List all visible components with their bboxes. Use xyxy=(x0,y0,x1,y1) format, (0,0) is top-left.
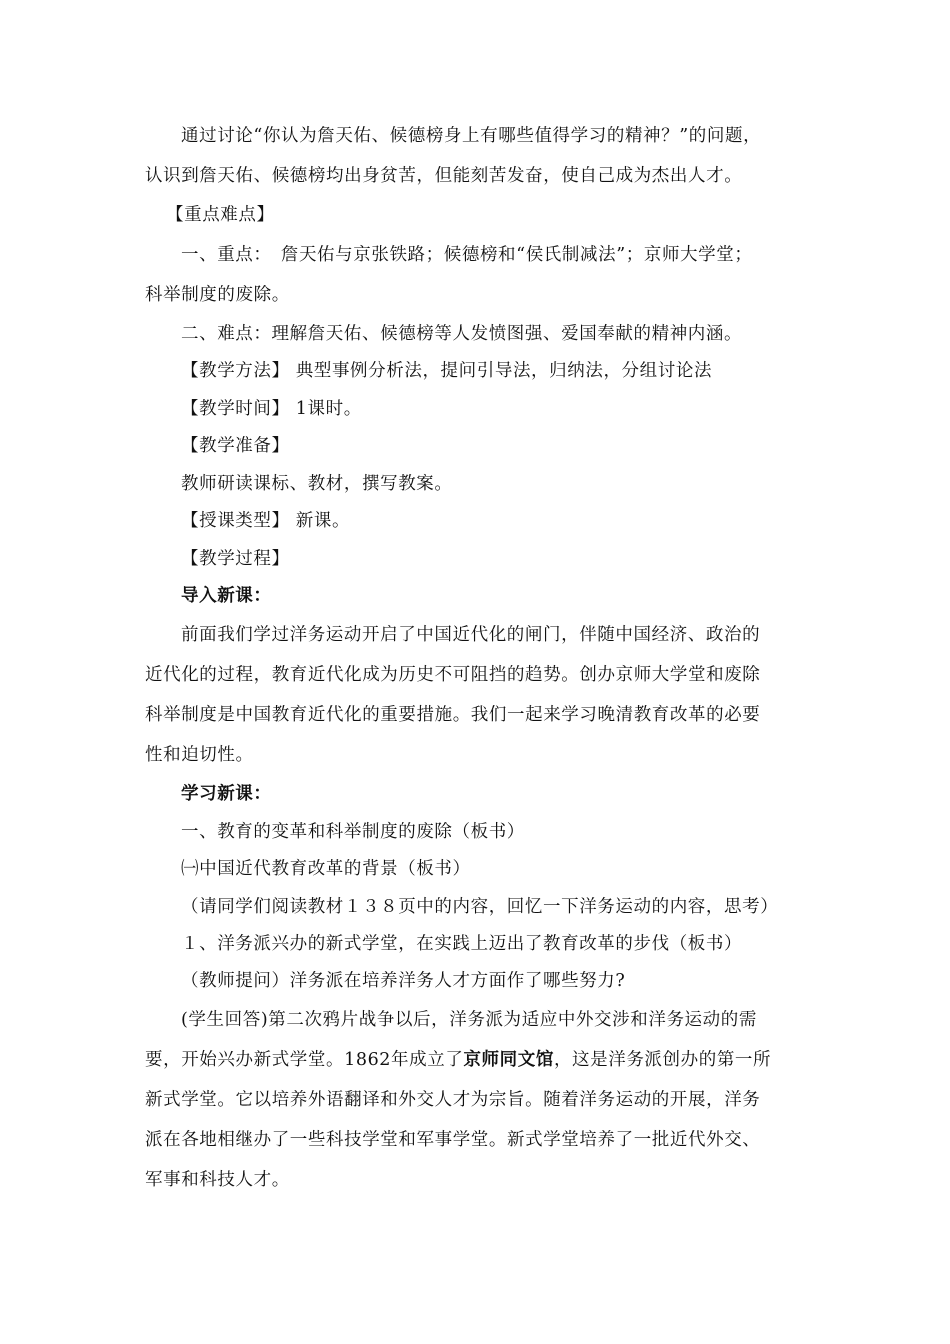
tongwenguan-bold-term: 京师同文馆 xyxy=(463,1050,554,1070)
student-answer-line-5: 军事和科技人才。 xyxy=(145,1170,290,1190)
introduction-line-1: 前面我们学过洋务运动开启了中国近代化的闸门，伴随中国经济、政治的 xyxy=(181,625,761,645)
objective-text-line-1: 通过讨论“你认为詹天佑、候德榜身上有哪些值得学习的精神？”的问题， xyxy=(181,126,762,146)
introduction-line-4: 性和迫切性。 xyxy=(145,745,254,765)
point-one-title: １、洋务派兴办的新式学堂，在实践上迈出了教育改革的步伐（板书） xyxy=(181,934,743,954)
difficult-points-line: 二、难点：理解詹天佑、候德榜等人发愤图强、爱国奉献的精神内涵。 xyxy=(181,324,743,344)
student-answer-text-c: ，这是洋务派创办的第一所 xyxy=(553,1050,772,1070)
teaching-preparation-text: 教师研读课标、教材，撰写教案。 xyxy=(181,474,453,494)
key-points-heading: 【重点难点】 xyxy=(166,205,275,225)
student-answer-line-4: 派在各地相继办了一些科技学堂和军事学堂。新式学堂培养了一批近代外交、 xyxy=(145,1130,761,1150)
new-lesson-heading: 学习新课： xyxy=(181,784,272,804)
key-points-line-1: 一、重点： 詹天佑与京张铁路；候德榜和“侯氏制减法”；京师大学堂； xyxy=(181,245,753,265)
key-points-line-2: 科举制度的废除。 xyxy=(145,285,290,305)
subsection-one-title: ㈠中国近代教育改革的背景（板书） xyxy=(181,859,471,879)
reading-instruction: （请同学们阅读教材１３８页中的内容，回忆一下洋务运动的内容，思考） xyxy=(181,897,779,917)
student-answer-line-1: (学生回答)第二次鸦片战争以后，洋务派为适应中外交涉和洋务运动的需 xyxy=(181,1010,757,1030)
teaching-methods-line: 【教学方法】 典型事例分析法，提问引导法，归纳法，分组讨论法 xyxy=(181,361,713,381)
student-answer-text-a: 要，开始兴办新式学堂。1862年成立了 xyxy=(145,1050,464,1070)
objective-text-line-2: 认识到詹天佑、候德榜均出身贫苦，但能刻苦发奋，使自己成为杰出人才。 xyxy=(145,166,743,186)
introduction-heading: 导入新课： xyxy=(181,586,272,606)
student-answer-line-3: 新式学堂。它以培养外语翻译和外交人才为宗旨。随着洋务运动的开展，洋务 xyxy=(145,1090,761,1110)
teaching-preparation-heading: 【教学准备】 xyxy=(181,436,290,456)
section-one-title: 一、教育的变革和科举制度的废除（板书） xyxy=(181,822,525,842)
teaching-process-heading: 【教学过程】 xyxy=(181,549,290,569)
student-answer-line-2 xyxy=(145,1048,771,1072)
teacher-question: （教师提问）洋务派在培养洋务人才方面作了哪些努力? xyxy=(181,971,626,991)
lesson-type-line: 【授课类型】 新课。 xyxy=(181,511,351,531)
introduction-line-2: 近代化的过程，教育近代化成为历史不可阻挡的趋势。创办京师大学堂和废除 xyxy=(145,665,761,685)
teaching-time-line: 【教学时间】 1课时。 xyxy=(181,399,362,419)
introduction-line-3: 科举制度是中国教育近代化的重要措施。我们一起来学习晚清教育改革的必要 xyxy=(145,705,761,725)
